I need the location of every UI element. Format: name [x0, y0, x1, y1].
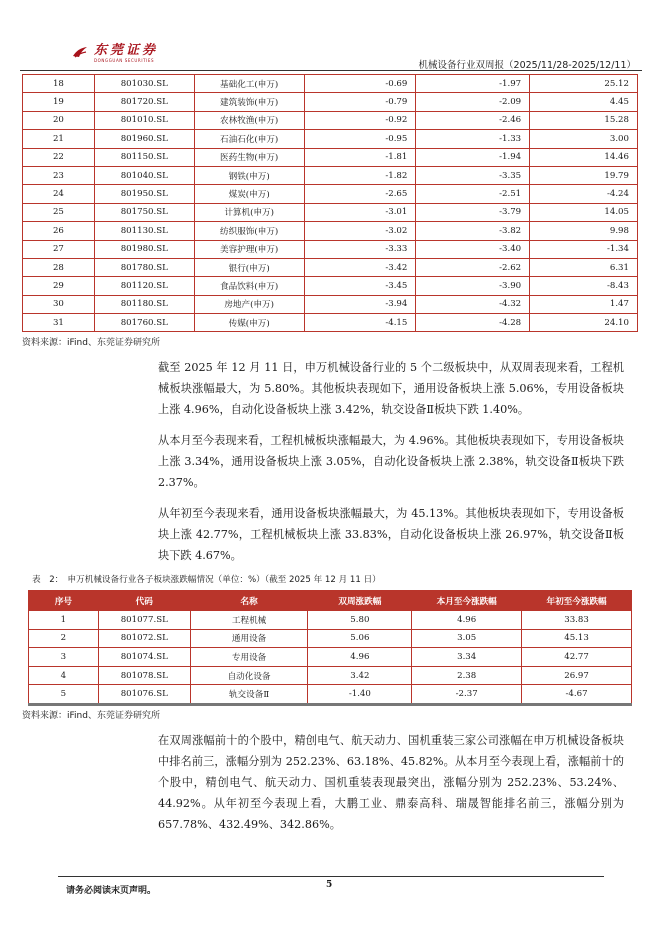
- table-row: [23, 111, 638, 129]
- table-row: [23, 185, 638, 203]
- page-number: 5: [326, 880, 333, 890]
- table-cell: 24: [23, 185, 95, 203]
- table-cell: 801980.SL: [94, 240, 194, 258]
- table-cell: 3.00: [530, 130, 638, 148]
- table-cell: 钢铁(申万): [194, 166, 304, 184]
- table-cell: 自动化设备: [190, 666, 308, 685]
- paragraph: 从年初至今表现来看，通用设备板块涨幅最大，为 45.13%。其他板块表现如下，专用设备板块上涨 42.77%，工程机械板块上涨 33.83%，自动化设备板块上涨 26.97%，轨交设备Ⅱ板块下跌 4.67%。: [158, 507, 624, 562]
- table-cell: -2.46: [416, 111, 530, 129]
- table-cell: 煤炭(申万): [194, 185, 304, 203]
- table-cell: 801960.SL: [94, 130, 194, 148]
- table-cell: 28: [23, 258, 95, 276]
- table-cell: 801750.SL: [94, 203, 194, 221]
- table-cell: 801074.SL: [98, 648, 190, 667]
- table-cell: -0.69: [304, 75, 416, 93]
- paragraph-group-1: [158, 357, 624, 566]
- table-cell: 14.46: [530, 148, 638, 166]
- company-logo: [72, 44, 158, 63]
- table1-source: 资料来源：iFind、东莞证券研究所: [22, 338, 160, 348]
- logo-en-text: DONGGUAN SECURITIES: [94, 58, 155, 63]
- table-cell: 801077.SL: [98, 611, 190, 630]
- table-cell: 801120.SL: [94, 277, 194, 295]
- table-cell: 30: [23, 295, 95, 313]
- table-cell: 3.34: [412, 648, 522, 667]
- table-row: [23, 75, 638, 93]
- column-header: 年初至今涨跌幅: [522, 591, 632, 611]
- column-header: 名称: [190, 591, 308, 611]
- table-cell: 2.38: [412, 666, 522, 685]
- table-row: [23, 166, 638, 184]
- table-cell: 4.45: [530, 93, 638, 111]
- table-cell: 计算机(申万): [194, 203, 304, 221]
- table-cell: -4.28: [416, 314, 530, 332]
- table-cell: -2.37: [412, 685, 522, 704]
- header-divider: [20, 70, 642, 71]
- table-cell: 801078.SL: [98, 666, 190, 685]
- table-cell: -1.97: [416, 75, 530, 93]
- table-cell: 18: [23, 75, 95, 93]
- table-cell: -3.01: [304, 203, 416, 221]
- table-cell: -2.65: [304, 185, 416, 203]
- column-header: 代码: [98, 591, 190, 611]
- industry-ranking-table: [22, 74, 638, 332]
- table-cell: 基础化工(申万): [194, 75, 304, 93]
- paragraph-group-2: [158, 730, 624, 835]
- table-cell: 801030.SL: [94, 75, 194, 93]
- table-cell: -0.95: [304, 130, 416, 148]
- table-header-row: [29, 591, 632, 611]
- table-cell: 29: [23, 277, 95, 295]
- table-cell: 23: [23, 166, 95, 184]
- table-cell: -1.40: [308, 685, 412, 704]
- table-cell: 轨交设备Ⅱ: [190, 685, 308, 704]
- table-cell: 801076.SL: [98, 685, 190, 704]
- table-cell: 9.98: [530, 222, 638, 240]
- table-cell: 石油石化(申万): [194, 130, 304, 148]
- table-cell: -1.81: [304, 148, 416, 166]
- table-cell: 26.97: [522, 666, 632, 685]
- table-row: [23, 222, 638, 240]
- table-cell: -2.09: [416, 93, 530, 111]
- table-cell: 26: [23, 222, 95, 240]
- table-cell: 801150.SL: [94, 148, 194, 166]
- footer-divider: [58, 876, 604, 877]
- table-cell: -3.82: [416, 222, 530, 240]
- table-cell: 2: [29, 629, 99, 648]
- column-header: 序号: [29, 591, 99, 611]
- table-cell: 25.12: [530, 75, 638, 93]
- table-cell: -3.35: [416, 166, 530, 184]
- table-cell: 医药生物(申万): [194, 148, 304, 166]
- table-cell: 5.06: [308, 629, 412, 648]
- table-cell: -3.94: [304, 295, 416, 313]
- table-cell: -0.92: [304, 111, 416, 129]
- disclaimer-note: 请务必阅读末页声明。: [66, 886, 157, 896]
- table-cell: -8.43: [530, 277, 638, 295]
- table-cell: 银行(申万): [194, 258, 304, 276]
- table-cell: -1.94: [416, 148, 530, 166]
- table-cell: -2.51: [416, 185, 530, 203]
- table2-caption: 表 2： 申万机械设备行业各子板块涨跌幅情况（单位：%）（截至 2025 年 12 月 11 日）: [32, 575, 381, 585]
- table-cell: 801040.SL: [94, 166, 194, 184]
- table-row: [29, 666, 632, 685]
- table-cell: 5.80: [308, 611, 412, 630]
- table-cell: -1.82: [304, 166, 416, 184]
- table-cell: 31: [23, 314, 95, 332]
- table-cell: 3.05: [412, 629, 522, 648]
- table-cell: 20: [23, 111, 95, 129]
- table-cell: -3.42: [304, 258, 416, 276]
- table-cell: 食品饮料(申万): [194, 277, 304, 295]
- table-row: [23, 203, 638, 221]
- table-cell: 1.47: [530, 295, 638, 313]
- table-row: [23, 277, 638, 295]
- table-cell: -4.15: [304, 314, 416, 332]
- table-cell: 801180.SL: [94, 295, 194, 313]
- table-row: [23, 130, 638, 148]
- paragraph: 截至 2025 年 12 月 11 日，申万机械设备行业的 5 个二级板块中，从双周表现来看，工程机械板块涨幅最大，为 5.80%。其他板块表现如下，通用设备板块上涨 5.06%，专用设备板块上涨 4.96%，自动化设备板块上涨 3.42%，轨交设备Ⅱ板块下跌 1.40%。: [158, 361, 624, 416]
- table-cell: 5: [29, 685, 99, 704]
- table-cell: 4: [29, 666, 99, 685]
- sub-sector-table: [28, 590, 632, 704]
- table-row: [29, 648, 632, 667]
- column-header: 本月至今涨跌幅: [412, 591, 522, 611]
- table-cell: 27: [23, 240, 95, 258]
- table-cell: 801780.SL: [94, 258, 194, 276]
- table-cell: -3.33: [304, 240, 416, 258]
- table-row: [29, 685, 632, 704]
- table-row: [23, 314, 638, 332]
- table-cell: 21: [23, 130, 95, 148]
- table-cell: 3: [29, 648, 99, 667]
- paragraph: 从本月至今表现来看，工程机械板块涨幅最大，为 4.96%。其他板块表现如下，专用设备板块上涨 3.34%，通用设备板块上涨 3.05%，自动化设备板块上涨 2.38%，轨交设备Ⅱ板块下跌 2.37%。: [158, 434, 624, 489]
- logo-mark-icon: [72, 46, 88, 58]
- table-cell: -1.34: [530, 240, 638, 258]
- table-cell: 24.10: [530, 314, 638, 332]
- table-cell: 25: [23, 203, 95, 221]
- table-cell: 4.96: [308, 648, 412, 667]
- table-cell: -1.33: [416, 130, 530, 148]
- table-cell: 33.83: [522, 611, 632, 630]
- table-cell: -4.24: [530, 185, 638, 203]
- table-cell: 801072.SL: [98, 629, 190, 648]
- table-cell: -4.32: [416, 295, 530, 313]
- table-cell: 纺织服饰(申万): [194, 222, 304, 240]
- table-cell: 14.05: [530, 203, 638, 221]
- report-title: 机械设备行业双周报（2025/11/28-2025/12/11）: [418, 60, 636, 71]
- table-row: [29, 629, 632, 648]
- table-cell: -3.40: [416, 240, 530, 258]
- table-cell: 45.13: [522, 629, 632, 648]
- table-cell: -0.79: [304, 93, 416, 111]
- table-cell: 1: [29, 611, 99, 630]
- table-cell: 19: [23, 93, 95, 111]
- table-cell: 801010.SL: [94, 111, 194, 129]
- table-cell: -3.02: [304, 222, 416, 240]
- table-cell: 801950.SL: [94, 185, 194, 203]
- table-cell: -3.90: [416, 277, 530, 295]
- table-cell: 15.28: [530, 111, 638, 129]
- table-cell: 801130.SL: [94, 222, 194, 240]
- table-row: [23, 258, 638, 276]
- table-cell: 42.77: [522, 648, 632, 667]
- table-row: [23, 240, 638, 258]
- table-row: [29, 611, 632, 630]
- table-cell: 801720.SL: [94, 93, 194, 111]
- table-cell: 3.42: [308, 666, 412, 685]
- table-cell: 19.79: [530, 166, 638, 184]
- table-row: [23, 148, 638, 166]
- paragraph: 在双周涨幅前十的个股中，精创电气、航天动力、国机重装三家公司涨幅在申万机械设备板块中排名前三，涨幅分别为 252.23%、63.18%、45.82%。从本月至今表现上看，涨幅前十的个股中，精创电气、航天动力、国机重装表现最突出，涨幅分别为 252.23%、53.24%、44.92%。从年初至今表现上看，大鹏工业、鼎泰高科、瑞晟智能排名前三，涨幅分别为 657.78%、432.49%、342.86%。: [158, 734, 624, 831]
- table-cell: 房地产(申万): [194, 295, 304, 313]
- table-cell: -2.62: [416, 258, 530, 276]
- table-cell: -4.67: [522, 685, 632, 704]
- table-cell: 专用设备: [190, 648, 308, 667]
- table-cell: 通用设备: [190, 629, 308, 648]
- table-cell: 801760.SL: [94, 314, 194, 332]
- page-header: [20, 43, 642, 71]
- table-cell: 传媒(申万): [194, 314, 304, 332]
- logo-cn-text: 东莞证券: [94, 43, 159, 58]
- table-cell: 4.96: [412, 611, 522, 630]
- table-cell: 工程机械: [190, 611, 308, 630]
- table2-source: 资料来源：iFind、东莞证券研究所: [22, 711, 160, 721]
- table-cell: 农林牧渔(申万): [194, 111, 304, 129]
- table-cell: 6.31: [530, 258, 638, 276]
- table-cell: -3.45: [304, 277, 416, 295]
- table-cell: 建筑装饰(申万): [194, 93, 304, 111]
- table-row: [23, 93, 638, 111]
- table-row: [23, 295, 638, 313]
- table-cell: 美容护理(申万): [194, 240, 304, 258]
- table-cell: -3.79: [416, 203, 530, 221]
- column-header: 双周涨跌幅: [308, 591, 412, 611]
- table-cell: 22: [23, 148, 95, 166]
